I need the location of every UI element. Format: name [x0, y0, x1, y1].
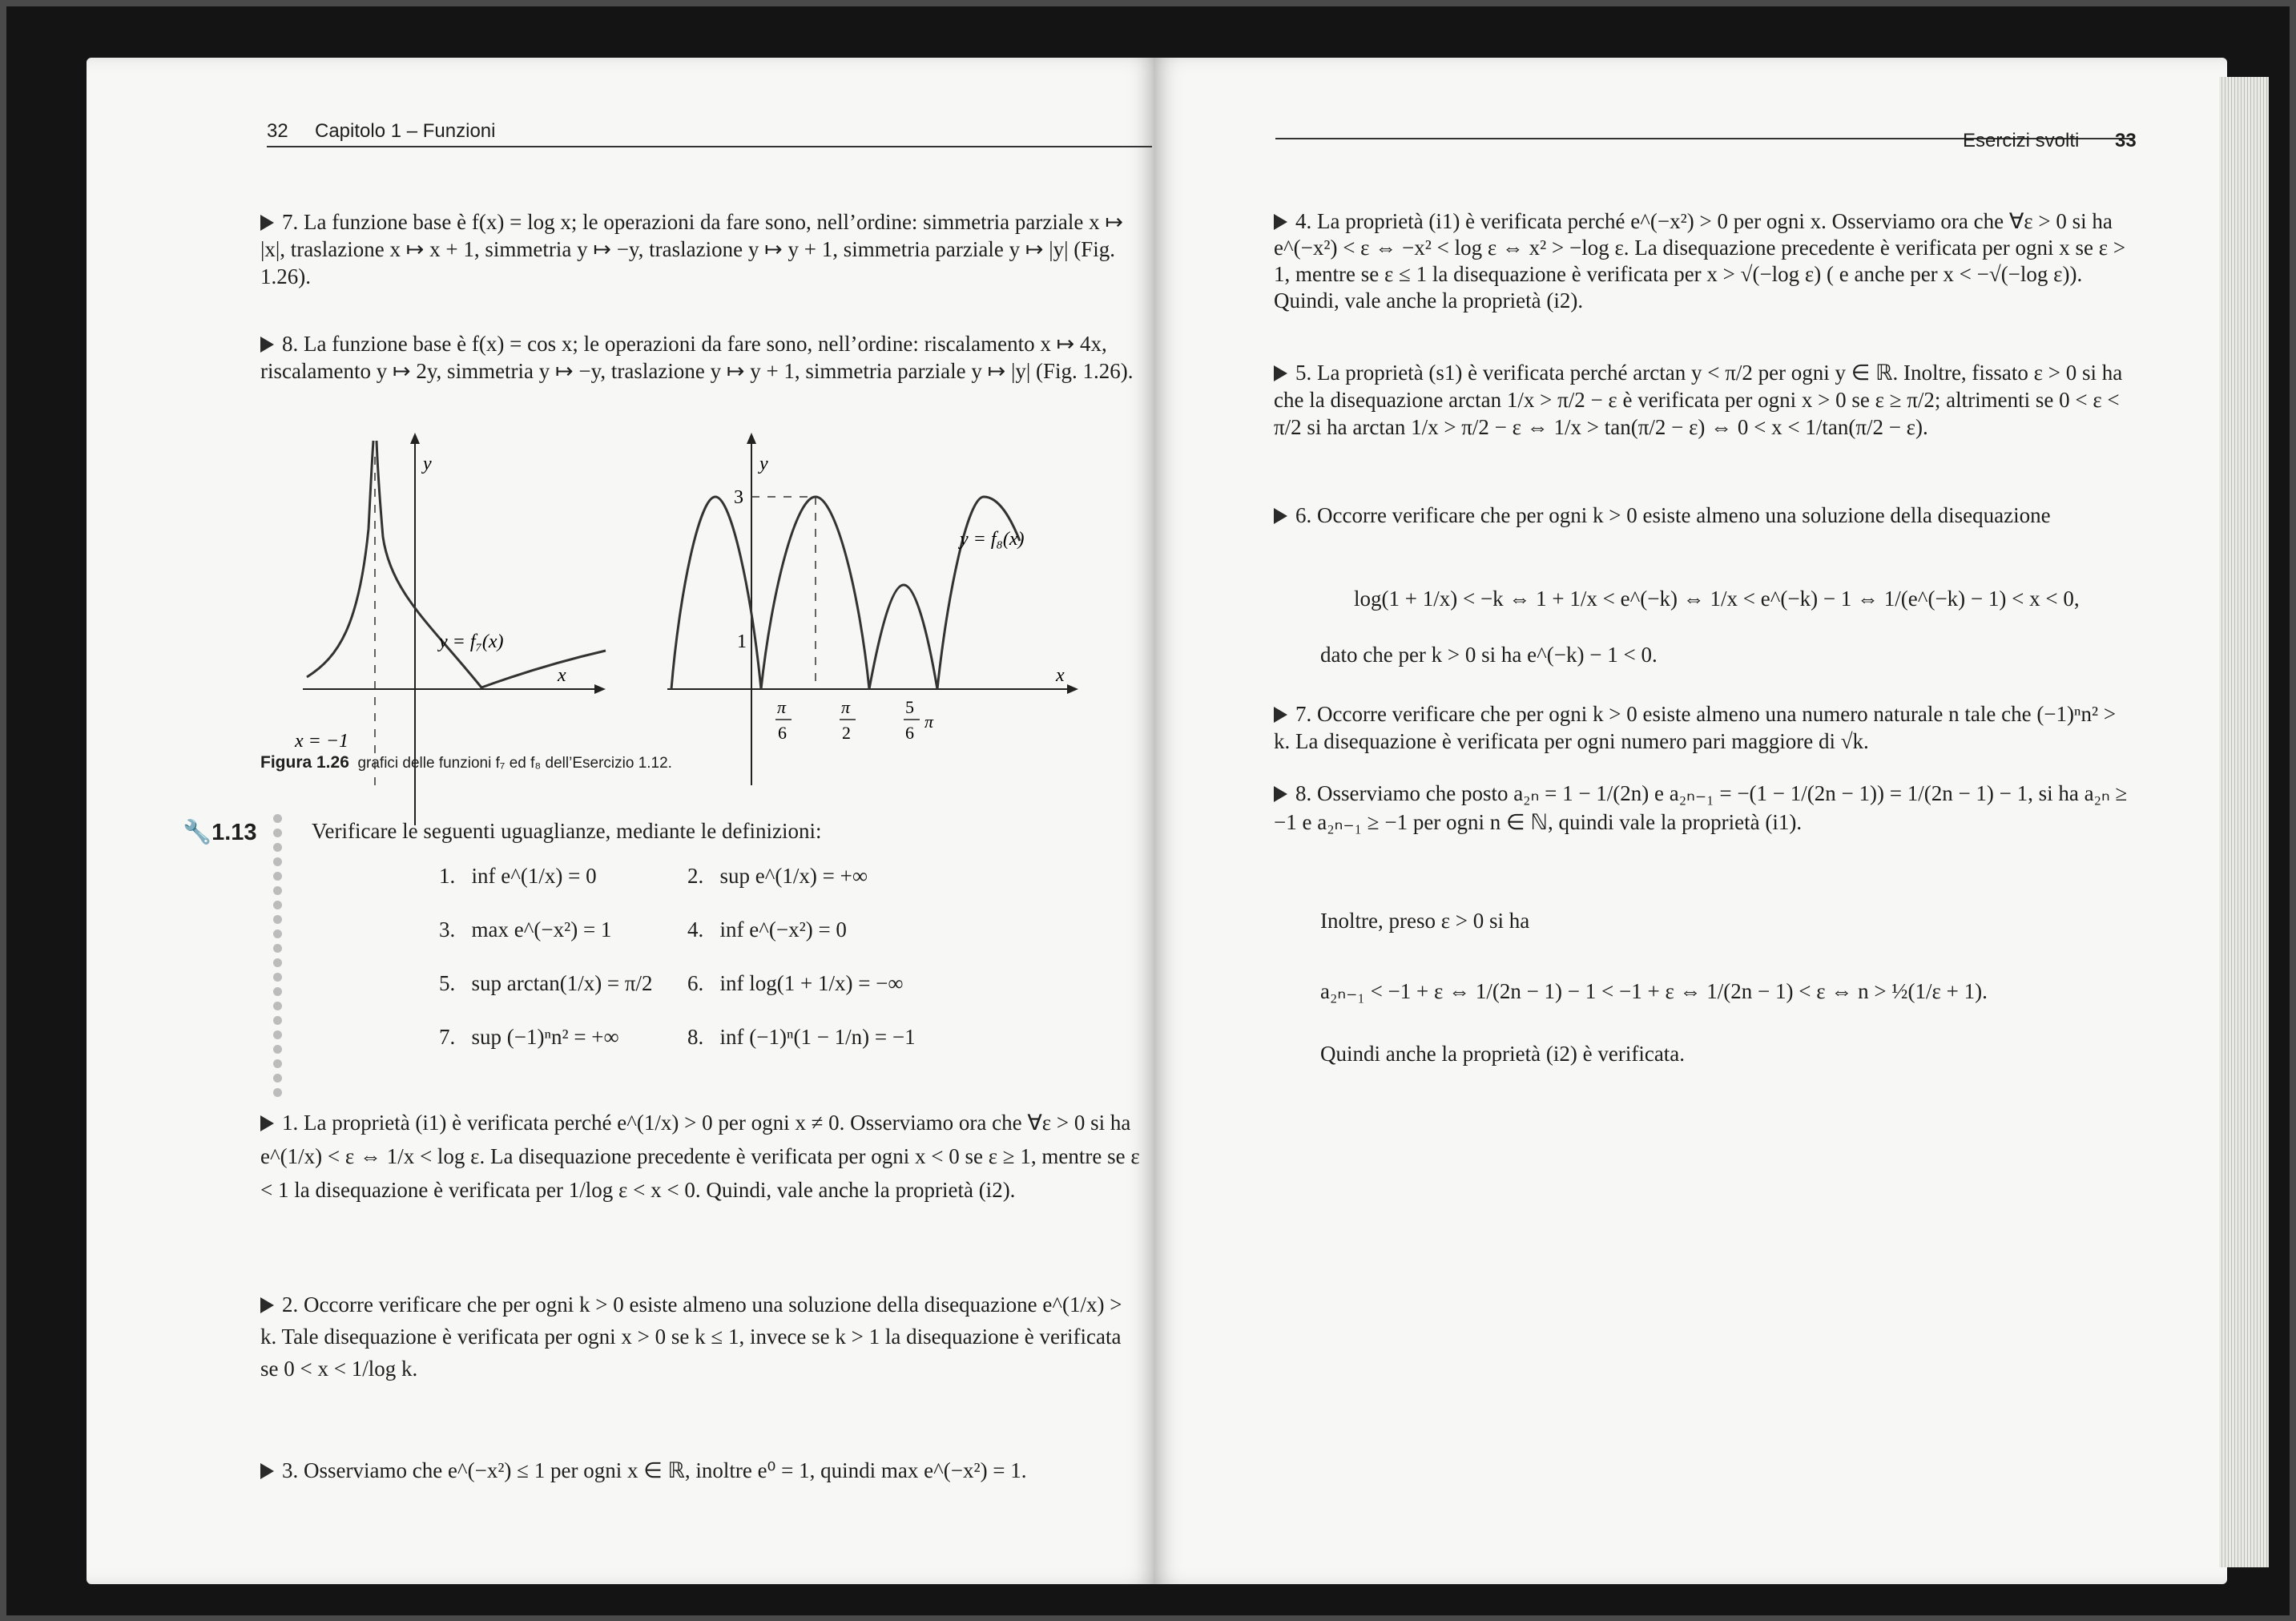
chapter-title: Capitolo 1 – Funzioni — [315, 120, 496, 142]
curve-label: y = f₇(x) — [439, 631, 504, 652]
solution-4: 4. La proprietà (i1) è verificata perché e^(−x²) > 0 per ogni x. Osserviamo ora che ∀ε > 0 si ha e^(−x²) < ε ⇔ −x² < log ε ⇔ x² > −log ε. La disequazione precedente è verificata per ogni x se ε > 1, mentre se ε ≤ 1 la disequazione è verificata per x > √(−log ε) ( e anche per x < −√(−log ε)). Quindi, vale anche la proprietà (i2). — [1274, 209, 2126, 313]
exercise-item-1: 1. inf e^(1/x) = 0 — [439, 864, 597, 888]
x-axis-label: x — [1056, 665, 1065, 686]
exercise-item-8: 8. inf (−1)ⁿ(1 − 1/n) = −1 — [687, 1025, 916, 1049]
y-axis-arrow-icon — [410, 433, 420, 444]
exercise-item-7: 7. sup (−1)ⁿn² = +∞ — [439, 1025, 619, 1049]
paragraph-marker: 8. — [282, 332, 299, 356]
bullet-triangle-icon — [1274, 707, 1287, 723]
solution-paragraph-8 — [260, 330, 1142, 385]
solution-6: 6. Occorre verificare che per ogni k > 0 esiste almeno una soluzione della disequazione — [1274, 502, 2131, 529]
x-axis-label: x — [558, 665, 566, 686]
x-tick-pi2-den: 2 — [842, 723, 851, 743]
exercise-margin-dots — [273, 814, 284, 1103]
graph-f8 — [667, 433, 1078, 785]
solution-paragraph-7 — [260, 208, 1142, 290]
bullet-triangle-icon — [260, 1297, 274, 1313]
bullet-triangle-icon — [1274, 508, 1287, 524]
x-tick-5pi6-den: 6 — [905, 723, 914, 743]
x-tick-5pi6-num: 5 — [905, 697, 914, 717]
y-axis-label: y — [423, 454, 432, 474]
caption-text: grafici delle funzioni f₇ ed f₈ dell’Esercizio 1.12. — [357, 755, 672, 772]
page-number-right: 33 — [2115, 130, 2137, 151]
exercise-item-3: 3. max e^(−x²) = 1 — [439, 917, 612, 942]
x-tick-pi6-den: 6 — [778, 723, 787, 743]
x-tick-pi6-num: π — [777, 697, 787, 717]
equation-6: log(1 + 1/x) < −k ⇔ 1 + 1/x < e^(−k) ⇔ 1/x < e^(−k) − 1 ⇔ 1/(e^(−k) − 1) < x < 0, — [1354, 587, 2080, 611]
exercise-item-5: 5. sup arctan(1/x) = π/2 — [439, 971, 653, 995]
bullet-triangle-icon — [1274, 365, 1287, 381]
y-axis-arrow-icon — [747, 433, 756, 444]
solution-1: 1. La proprietà (i1) è verificata perché e^(1/x) > 0 per ogni x ≠ 0. Osserviamo ora che ∀ε > 0 si ha e^(1/x) < ε ⇔ 1/x < log ε. La disequazione precedente è verificata per ogni x < 0 se ε ≥ 1, mentre se ε < 1 la disequazione è verificata per 1/log ε < x < 0. Quindi, vale anche la proprietà (i2). — [260, 1111, 1140, 1202]
curve-left-branch — [307, 441, 373, 677]
solution-8-continuation: Inoltre, preso ε > 0 si ha — [1320, 909, 1530, 933]
section-title: Esercizi svolti — [1963, 130, 2080, 151]
exercise-number — [183, 819, 257, 846]
bullet-triangle-icon — [260, 1115, 274, 1131]
left-page — [87, 58, 1156, 1584]
x-tick-pi2-num: π — [841, 697, 851, 717]
figure-caption — [260, 753, 672, 772]
equation-8: a₂ₙ₋₁ < −1 + ε ⇔ 1/(2n − 1) − 1 < −1 + ε ⇔ 1/(2n − 1) < ε ⇔ n > ½(1/ε + 1). — [1320, 979, 1988, 1003]
asymptote-label: x = −1 — [295, 731, 349, 752]
y-axis-label: y — [759, 454, 768, 474]
bullet-triangle-icon — [1274, 214, 1287, 230]
bullet-triangle-icon — [1274, 786, 1287, 802]
solution-7: 7. Occorre verificare che per ogni k > 0 esiste almeno una numero naturale n tale che (−1)ⁿn² > k. La disequazione è verificata per ogni numero pari maggiore di √k. — [1274, 702, 2117, 753]
x-axis-arrow-icon — [594, 684, 606, 694]
page-number-left: 32 — [267, 120, 288, 142]
paragraph-text: La funzione base è f(x) = log x; le operazioni da fare sono, nell’ordine: simmetria parziale x ↦ |x|, traslazione x ↦ x + 1, simmetria y ↦ −y, traslazione y ↦ y + 1, simmetria parziale y ↦ |y| (Fig. 1.26). — [260, 210, 1123, 288]
page-edges — [2219, 77, 2269, 1567]
curve-f8 — [671, 497, 1020, 689]
caption-label: Figura 1.26 — [260, 753, 349, 772]
bullet-triangle-icon — [260, 337, 274, 353]
curve-label: y = f₈(x) — [960, 529, 1025, 550]
bullet-triangle-icon — [260, 215, 274, 231]
right-page — [1154, 58, 2227, 1584]
header-rule — [267, 146, 1152, 147]
y-tick-1: 1 — [737, 631, 747, 652]
conclusion: Quindi anche la proprietà (i2) è verificata. — [1320, 1042, 1686, 1066]
bullet-triangle-icon — [260, 1463, 274, 1479]
solution-5: 5. La proprietà (s1) è verificata perché arctan y < π/2 per ogni y ∈ ℝ. Inoltre, fissato ε > 0 si ha che la disequazione arctan 1/x > π/2 − ε è verificata per ogni x > 0 se ε ≥ π/2; altrimenti se 0 < ε < π/2 si ha arctan 1/x > π/2 − ε ⇔ 1/x > tan(π/2 − ε) ⇔ 0 < x < 1/tan(π/2 − ε). — [1274, 361, 2123, 439]
exercise-item-6: 6. inf log(1 + 1/x) = −∞ — [687, 971, 904, 995]
paragraph-text: La funzione base è f(x) = cos x; le operazioni da fare sono, nell’ordine: riscalamento x ↦ 4x, riscalamento y ↦ 2y, simmetria y ↦ −y, traslazione y ↦ y + 1, simmetria parziale y ↦ |y| (Fig. 1.26). — [260, 332, 1134, 383]
figure-1-26 — [295, 433, 1128, 833]
solution-2: 2. Occorre verificare che per ogni k > 0 esiste almeno una soluzione della disequazione e^(1/x) > k. Tale disequazione è verificata per ogni x > 0 se k ≤ 1, invece se k > 1 la disequazione è verificata se 0 < x < 1/log k. — [260, 1292, 1122, 1381]
wrench-icon: 🔧 — [183, 820, 212, 845]
x-tick-5pi6-pi: π — [924, 712, 934, 732]
y-tick-3: 3 — [734, 487, 743, 508]
exercise-intro: Verificare le seguenti uguaglianze, mediante le definizioni: — [312, 819, 822, 843]
exercise-item-2: 2. sup e^(1/x) = +∞ — [687, 864, 868, 888]
solution-8: 8. Osserviamo che posto a₂ₙ = 1 − 1/(2n) e a₂ₙ₋₁ = −(1 − 1/(2n − 1)) = 1/(2n − 1) − 1, si ha a₂ₙ ≥ −1 e a₂ₙ₋₁ ≥ −1 per ogni n ∈ ℕ, quindi vale la proprietà (i1). — [1274, 781, 2128, 834]
exercise-item-4: 4. inf e^(−x²) = 0 — [687, 917, 847, 942]
x-axis-arrow-icon — [1067, 684, 1078, 694]
solution-3: 3. Osserviamo che e^(−x²) ≤ 1 per ogni x ∈ ℝ, inoltre e⁰ = 1, quindi max e^(−x²) = 1. — [260, 1457, 1142, 1484]
paragraph-marker: 7. — [282, 210, 299, 234]
solution-6-continuation: dato che per k > 0 si ha e^(−k) − 1 < 0. — [1320, 643, 1658, 667]
exercise-number-text: 1.13 — [211, 820, 257, 845]
